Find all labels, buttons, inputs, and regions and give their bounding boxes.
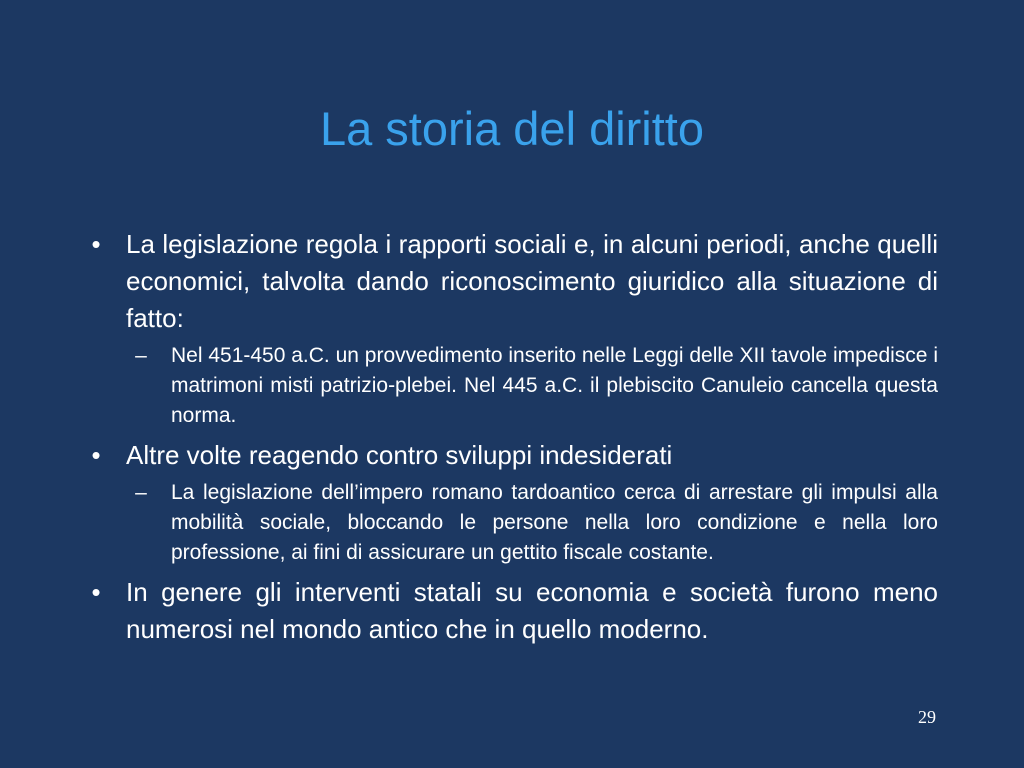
bullet-text: Altre volte reagendo contro sviluppi indesiderati (126, 440, 673, 470)
slide-body (86, 226, 938, 652)
sub-bullet-text: La legislazione dell’impero romano tardoantico cerca di arrestare gli impulsi alla mobilità sociale, bloccando le persone nella loro condizione e nella loro professione, ai fini di assicurare un gettito fiscale costante. (171, 481, 938, 564)
bullet-item-2 (86, 437, 938, 474)
sub-bullet-marker: – (135, 344, 147, 367)
bullet-marker: • (91, 440, 101, 470)
sub-bullet-text: Nel 451-450 a.C. un provvedimento inserito nelle Leggi delle XII tavole impedisce i matrimoni misti patrizio-plebei. Nel 445 a.C. il plebiscito Canuleio cancella questa norma. (171, 344, 938, 427)
bullet-marker: • (91, 229, 101, 259)
bullet-text: In genere gli interventi statali su economia e società furono meno numerosi nel mondo antico che in quello moderno. (126, 577, 938, 644)
sub-bullet-marker: – (135, 481, 147, 504)
bullet-item-3 (86, 574, 938, 648)
bullet-text: La legislazione regola i rapporti sociali e, in alcuni periodi, anche quelli economici, talvolta dando riconoscimento giuridico alla situazione di fatto: (126, 229, 938, 333)
slide-title: La storia del diritto (319, 102, 705, 155)
bullet-item-1 (86, 226, 938, 337)
bullet-marker: • (91, 577, 101, 607)
page-number: 29 (918, 707, 936, 727)
sub-bullet-item-1 (131, 341, 938, 431)
sub-bullet-item-2 (131, 478, 938, 568)
